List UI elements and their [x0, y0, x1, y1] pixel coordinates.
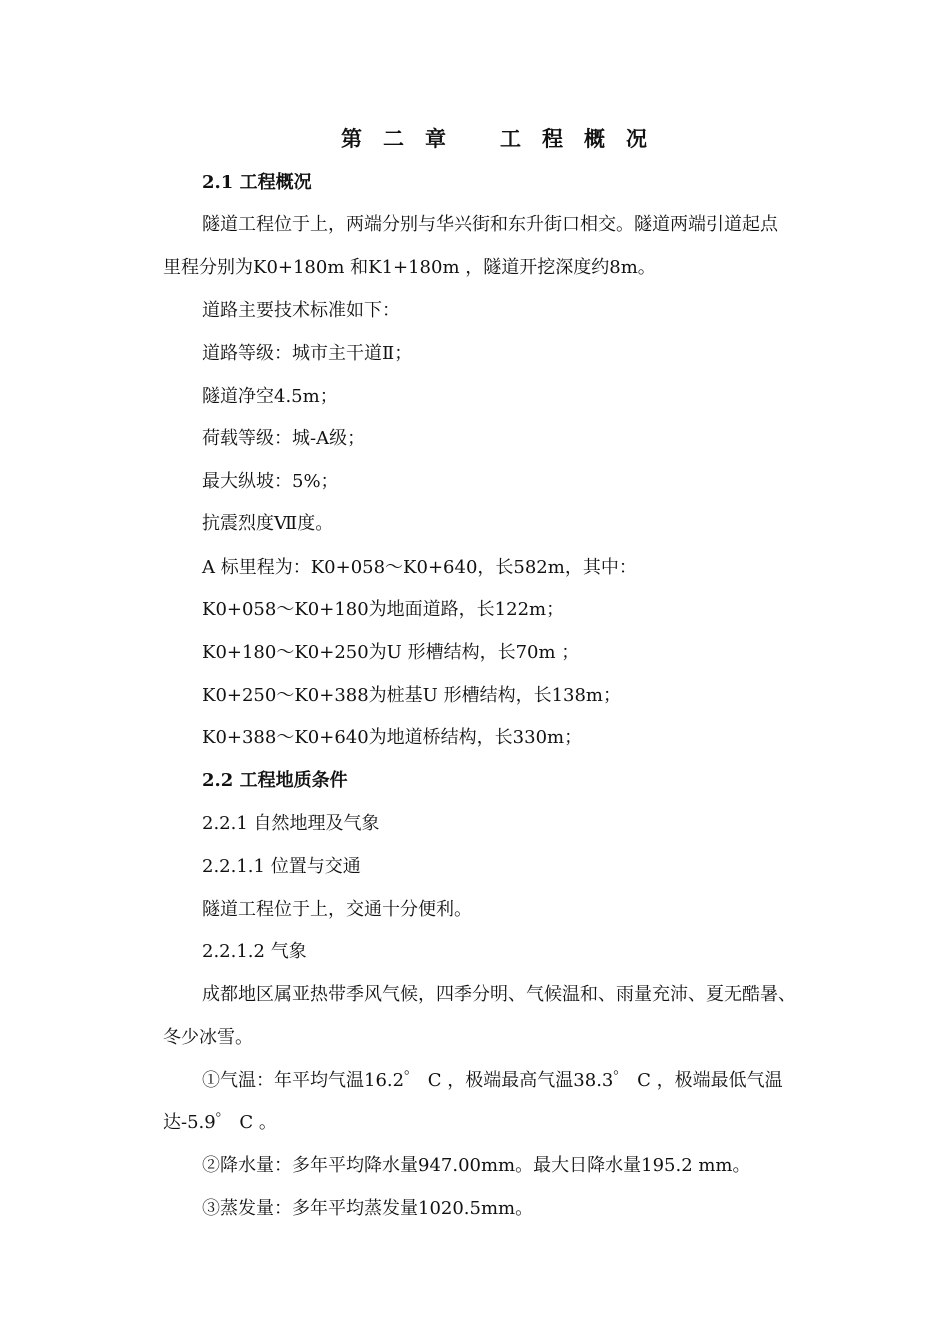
section-heading-2-2: 2.2 工程地质条件: [202, 770, 348, 791]
section-heading-2-1: 2.1 工程概况: [202, 172, 312, 193]
segment-item: K0+388～K0+640为地道桥结构，长330m；: [202, 727, 583, 748]
standard-item: 最大纵坡：5%；: [202, 471, 339, 492]
paragraph-temperature-line-1: ①气温：年平均气温16.2゜ C ，极端最高气温38.3゜ C ，极端最低气温: [202, 1070, 783, 1091]
paragraph-temperature-line-2: 达-5.9゜ C 。: [163, 1112, 277, 1133]
subsection-heading-2-2-1-2: 2.2.1.2 气象: [202, 941, 307, 962]
subsection-heading-2-2-1-1: 2.2.1.1 位置与交通: [202, 856, 361, 877]
chapter-number: 第 二 章: [341, 126, 446, 151]
segment-item: K0+250～K0+388为桩基U 形槽结构，长138m；: [202, 685, 621, 706]
segment-item: K0+180～K0+250为U 形槽结构，长70m ；: [202, 642, 580, 663]
standard-item: 隧道净空4.5m；: [202, 386, 338, 407]
paragraph-climate-line-1: 成都地区属亚热带季风气候，四季分明、气候温和、雨量充沛、夏无酷暑、: [202, 984, 796, 1005]
standard-item: 荷载等级：城-A级；: [202, 428, 366, 449]
standard-item: 抗震烈度Ⅶ度。: [202, 513, 334, 534]
segment-item: K0+058～K0+180为地面道路，长122m；: [202, 599, 565, 620]
paragraph-evaporation: ③蒸发量：多年平均蒸发量1020.5mm。: [202, 1198, 534, 1219]
paragraph-climate-line-2: 冬少冰雪。: [163, 1027, 253, 1048]
paragraph-location: 隧道工程位于上，交通十分便利。: [202, 899, 472, 920]
standard-item: 道路等级：城市主干道Ⅱ；: [202, 343, 413, 364]
section-a-mileage: A 标里程为：K0+058～K0+640，长582m，其中：: [202, 557, 637, 578]
paragraph-precipitation: ②降水量：多年平均降水量947.00mm。最大日降水量195.2 mm。: [202, 1155, 751, 1176]
chapter-name: 工 程 概 况: [500, 126, 647, 151]
paragraph-intro-line-1: 隧道工程位于上，两端分别与华兴街和东升街口相交。隧道两端引道起点: [202, 214, 778, 235]
subsection-heading-2-2-1: 2.2.1 自然地理及气象: [202, 813, 380, 834]
paragraph-intro-line-2: 里程分别为K0+180m 和K1+180m ，隧道开挖深度约8m。: [163, 257, 656, 278]
standards-intro: 道路主要技术标准如下：: [202, 300, 400, 321]
